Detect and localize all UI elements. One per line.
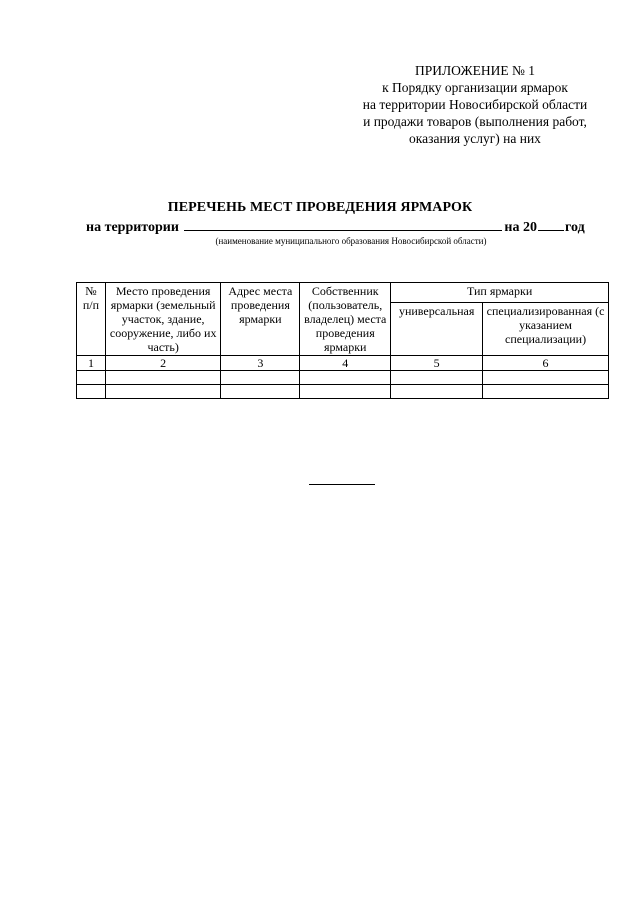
fairs-table <box>76 282 609 399</box>
appendix-line: и продажи товаров (выполнения работ, <box>363 114 587 129</box>
column-number: 4 <box>300 356 391 371</box>
column-number: 3 <box>221 356 300 371</box>
empty-cell <box>221 385 300 399</box>
table-numbers-row <box>77 356 609 371</box>
empty-cell <box>483 385 609 399</box>
municipality-blank <box>184 218 502 231</box>
appendix-line: к Порядку организации ярмарок <box>382 80 568 95</box>
end-separator-line <box>309 484 375 485</box>
empty-cell <box>77 385 106 399</box>
header-address: Адрес места проведения ярмарки <box>221 283 300 356</box>
empty-cell <box>105 371 221 385</box>
empty-cell <box>105 385 221 399</box>
year-prefix: на 20 <box>504 220 537 235</box>
table-header-row <box>77 283 609 303</box>
year-suffix: год <box>565 220 585 235</box>
header-specialized: специализированная (с указанием специализации) <box>483 303 609 356</box>
empty-cell <box>77 371 106 385</box>
column-number: 5 <box>391 356 483 371</box>
territory-line <box>86 218 606 236</box>
territory-prefix: на территории <box>86 220 179 235</box>
appendix-line: оказания услуг) на них <box>409 131 541 146</box>
appendix-header <box>340 62 610 147</box>
header-universal: универсальная <box>391 303 483 356</box>
column-number: 2 <box>105 356 221 371</box>
table-row <box>77 385 609 399</box>
column-number: 1 <box>77 356 106 371</box>
appendix-line: ПРИЛОЖЕНИЕ № 1 <box>414 63 536 78</box>
year-blank <box>538 218 564 231</box>
table-row <box>77 371 609 385</box>
empty-cell <box>300 385 391 399</box>
empty-cell <box>300 371 391 385</box>
empty-cell <box>391 371 483 385</box>
header-owner: Собственник (пользователь, владелец) места проведения ярмарки <box>300 283 391 356</box>
header-num: № п/п <box>77 283 106 356</box>
header-type: Тип ярмарки <box>391 283 609 303</box>
empty-cell <box>483 371 609 385</box>
appendix-line: на территории Новосибирской области <box>362 97 588 112</box>
empty-cell <box>391 385 483 399</box>
header-place: Место проведения ярмарки (земельный участок, здание, сооружение, либо их часть) <box>105 283 221 356</box>
document-title: ПЕРЕЧЕНЬ МЕСТ ПРОВЕДЕНИЯ ЯРМАРОК <box>167 200 473 215</box>
empty-cell <box>221 371 300 385</box>
municipality-note: (наименование муниципального образования Новосибирской области) <box>215 236 487 246</box>
column-number: 6 <box>483 356 609 371</box>
